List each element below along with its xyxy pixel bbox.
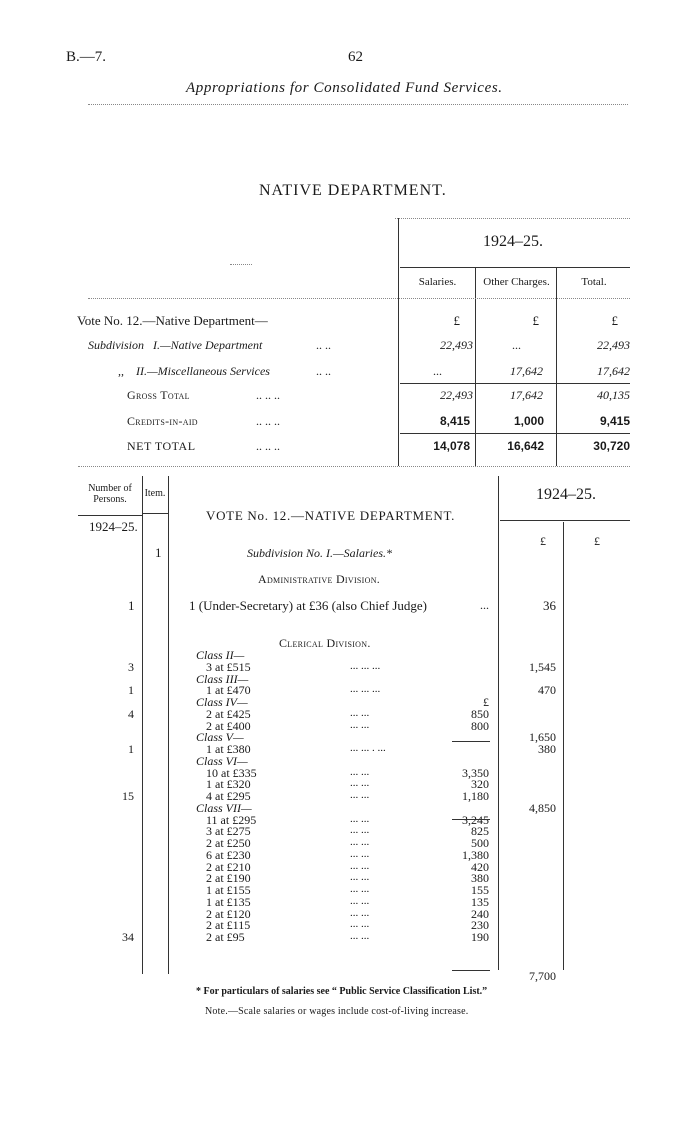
summary-row-1-salaries: 22,493 xyxy=(440,338,473,352)
vote-title: VOTE No. 12.—NATIVE DEPARTMENT. xyxy=(206,508,456,523)
leaders: ... ... xyxy=(350,907,370,919)
salary-line-text: 10 at £335 xyxy=(206,766,257,780)
net-other: 16,642 xyxy=(507,439,544,453)
summary-year-rule xyxy=(400,267,630,268)
label-text: I.—Native Department xyxy=(153,338,263,352)
detail-year-rule xyxy=(500,520,630,521)
credits-other: 1,000 xyxy=(513,414,544,428)
gross-rule xyxy=(400,383,630,384)
amount: 4,850 xyxy=(529,801,556,815)
inner-amount: 1,380 xyxy=(462,848,489,862)
gross-total-salaries: 22,493 xyxy=(440,388,473,402)
leaders: ... ... xyxy=(350,719,370,731)
final-amount: 7,700 xyxy=(529,969,556,983)
leaders: .. .. .. xyxy=(256,388,280,402)
credits-total: 9,415 xyxy=(599,414,630,428)
inner-amount: 155 xyxy=(471,883,489,897)
header-rule xyxy=(88,104,628,105)
summary-row-2-total: 17,642 xyxy=(597,364,630,378)
summary-vline-1 xyxy=(398,218,399,466)
leaders: .. .. xyxy=(316,338,331,352)
salary-line-text: 6 at £230 xyxy=(206,848,251,862)
salary-line-text: 11 at £295 xyxy=(206,813,257,827)
amount: 380 xyxy=(538,742,556,756)
inner-amount: 240 xyxy=(471,907,489,921)
admin-persons: 1 xyxy=(128,598,135,613)
class-vii-sum-rule xyxy=(452,970,490,971)
leaders: ... ... xyxy=(350,930,370,942)
label-text: II.—Miscellaneous Services xyxy=(136,364,270,378)
subdivision-heading: Subdivision No. I.—Salaries.* xyxy=(247,546,393,560)
salary-line-text: 2 at £250 xyxy=(206,836,251,850)
leaders: ... ... xyxy=(350,848,370,860)
running-title: Appropriations for Consolidated Fund Services. xyxy=(186,80,503,96)
col-item-header: Item. xyxy=(144,488,166,499)
credits-in-aid-label: Credits-in-aid xyxy=(127,414,198,428)
detail-vline-persons xyxy=(142,476,143,974)
leaders: ... ... xyxy=(350,766,370,778)
net-total: 30,720 xyxy=(593,439,630,453)
currency-other: £ xyxy=(532,313,539,328)
summary-row-2-salaries: ... xyxy=(433,364,442,378)
detail-vline-item xyxy=(168,476,169,974)
salary-line-text: 4 at £295 xyxy=(206,789,251,803)
inner-amount: 800 xyxy=(471,719,489,733)
inner-amount: 320 xyxy=(471,777,489,791)
leaders: ... ... xyxy=(350,824,370,836)
class-heading: Class III— xyxy=(196,672,249,686)
detail-year: 1924–25. xyxy=(536,486,596,503)
currency-total: £ xyxy=(611,313,618,328)
salary-line-text: 2 at £400 xyxy=(206,719,251,733)
administrative-division-heading: Administrative Division. xyxy=(258,572,381,586)
item-header-rule xyxy=(143,513,168,514)
admin-amount: 36 xyxy=(543,598,556,613)
leaders: ... ... . ... xyxy=(350,742,386,754)
department-title: NATIVE DEPARTMENT. xyxy=(259,182,447,199)
leaders: ... ... xyxy=(350,895,370,907)
salary-line-text: 1 at £155 xyxy=(206,883,251,897)
persons-count: 3 xyxy=(128,660,134,674)
label-prefix: Subdivision xyxy=(88,338,144,352)
document-reference: B.—7. xyxy=(66,49,107,65)
summary-top-rule xyxy=(395,218,630,219)
class-heading: Class IV— xyxy=(196,695,248,709)
class-heading: Class V— xyxy=(196,730,244,744)
salary-line-text: 2 at £425 xyxy=(206,707,251,721)
leaders: ... ... ... xyxy=(350,660,381,672)
currency-salaries: £ xyxy=(453,313,460,328)
col-other-charges-header: Other Charges. xyxy=(483,276,550,288)
inner-amount: 135 xyxy=(471,895,489,909)
inner-amount: 850 xyxy=(471,707,489,721)
detail-vline-amount-1 xyxy=(498,476,499,970)
net-total-label: NET TOTAL xyxy=(127,439,196,453)
salary-line-text: 1 at £380 xyxy=(206,742,251,756)
leaders: .. .. .. xyxy=(256,439,280,453)
leaders: ... ... xyxy=(350,707,370,719)
page-number: 62 xyxy=(348,49,363,65)
leaders: ... ... xyxy=(350,789,370,801)
vote-line: Vote No. 12.—Native Department— xyxy=(77,313,268,328)
salary-line-text: 1 at £135 xyxy=(206,895,251,909)
summary-row-2-label xyxy=(118,364,270,379)
leaders: ... ... xyxy=(350,836,370,848)
persons-year: 1924–25. xyxy=(89,519,138,534)
net-salaries: 14,078 xyxy=(433,439,470,453)
note: Note.—Scale salaries or wages include cost-of-living increase. xyxy=(205,1006,469,1017)
summary-row-2-other: 17,642 xyxy=(510,364,543,378)
detail-top-rule xyxy=(78,466,630,467)
salary-line-text: 3 at £515 xyxy=(206,660,251,674)
class-heading: Class II— xyxy=(196,648,245,662)
class-iv-sum-rule xyxy=(452,741,490,742)
summary-year: 1924–25. xyxy=(483,233,543,250)
detail-vline-amount-2 xyxy=(563,522,564,970)
persons-count: 4 xyxy=(128,707,134,721)
admin-line-text: 1 (Under-Secretary) at £36 (also Chief Judge) xyxy=(189,598,427,613)
leaders: ... ... xyxy=(350,813,370,825)
persons-count: 1 xyxy=(128,742,134,756)
gross-total-label: Gross Total xyxy=(127,388,190,402)
amount: 1,650 xyxy=(529,730,556,744)
inner-amount: £ xyxy=(483,695,489,709)
summary-header-rule xyxy=(88,298,630,299)
label-prefix: ,, xyxy=(118,364,124,378)
salary-line-text: 2 at £120 xyxy=(206,907,251,921)
inner-amount: 380 xyxy=(471,871,489,885)
amount: 470 xyxy=(538,683,556,697)
col-total-header: Total. xyxy=(581,276,607,288)
salary-line-text: 2 at £95 xyxy=(206,930,245,944)
summary-row-1-other: ... xyxy=(512,338,521,352)
salary-line-text: 2 at £210 xyxy=(206,860,251,874)
leaders: ... xyxy=(480,598,489,612)
item-number: 1 xyxy=(155,545,162,560)
salary-line-text: 1 at £320 xyxy=(206,777,251,791)
class-vi-sum-rule xyxy=(452,819,490,820)
salary-line-text: 2 at £190 xyxy=(206,871,251,885)
class-heading: Class VII— xyxy=(196,801,252,815)
inner-amount: 230 xyxy=(471,918,489,932)
gross-total-total: 40,135 xyxy=(597,388,630,402)
leaders: ... ... xyxy=(350,871,370,883)
inner-amount: 420 xyxy=(471,860,489,874)
inner-amount: 3,350 xyxy=(462,766,489,780)
salary-line-text: 2 at £115 xyxy=(206,918,251,932)
inner-amount: 1,180 xyxy=(462,789,489,803)
leaders: ... ... ... xyxy=(350,683,381,695)
detail-currency-2: £ xyxy=(594,534,600,548)
class-heading: Class VI— xyxy=(196,754,248,768)
gross-total-other: 17,642 xyxy=(510,388,543,402)
amount: 1,545 xyxy=(529,660,556,674)
leaders: ... ... xyxy=(350,918,370,930)
summary-row-1-total: 22,493 xyxy=(597,338,630,352)
col-persons-header: Number of Persons. xyxy=(88,483,132,505)
credits-salaries: 8,415 xyxy=(439,414,470,428)
salary-line-text: 3 at £275 xyxy=(206,824,251,838)
detail-currency-1: £ xyxy=(540,534,546,548)
salary-line-text: 1 at £470 xyxy=(206,683,251,697)
net-rule xyxy=(400,433,630,434)
decorative-rule xyxy=(230,264,252,265)
persons-count: 15 xyxy=(122,789,134,803)
leaders: .. .. .. xyxy=(256,414,280,428)
inner-amount: 500 xyxy=(471,836,489,850)
persons-count: 34 xyxy=(122,930,134,944)
leaders: ... ... xyxy=(350,860,370,872)
inner-amount: 825 xyxy=(471,824,489,838)
persons-header-rule xyxy=(78,515,142,516)
footnote: * For particulars of salaries see “ Public Service Classification List.” xyxy=(196,986,488,997)
summary-row-1-label xyxy=(88,338,262,353)
inner-amount: 190 xyxy=(471,930,489,944)
persons-count: 1 xyxy=(128,683,134,697)
clerical-division-heading: Clerical Division. xyxy=(279,636,371,650)
inner-amount: 3,245 xyxy=(462,813,489,827)
leaders: ... ... xyxy=(350,777,370,789)
leaders: ... ... xyxy=(350,883,370,895)
leaders: .. .. xyxy=(316,364,331,378)
col-salaries-header: Salaries. xyxy=(418,276,457,288)
